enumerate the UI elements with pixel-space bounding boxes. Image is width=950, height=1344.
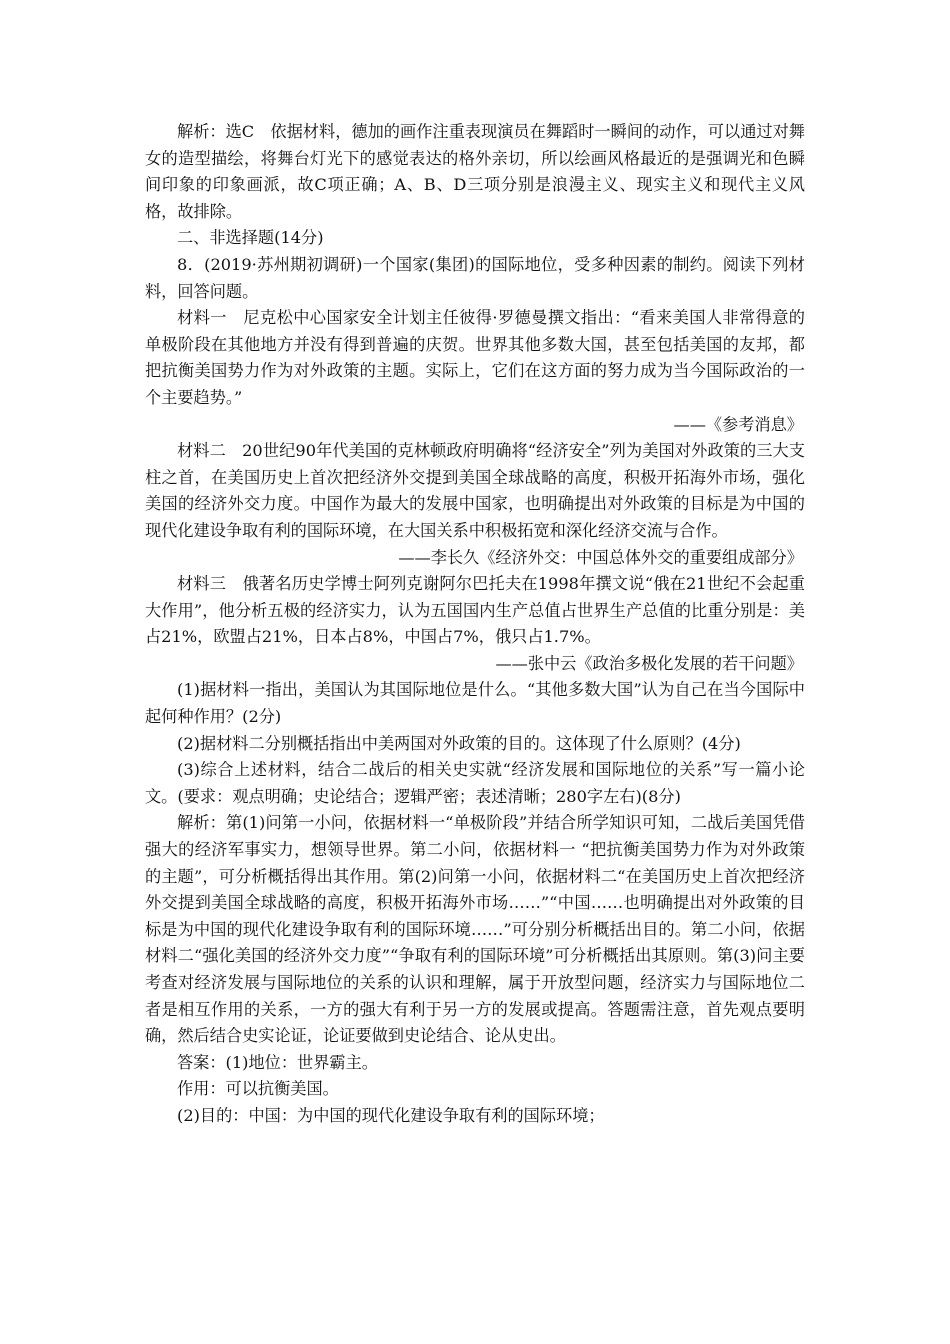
sub-question-2: (2)据材料二分别概括指出中美两国对外政策的目的。这体现了什么原则？(4分) [177,733,741,753]
answer-1-role: 作用：可以抗衡美国。 [177,1079,339,1099]
analysis-q7: 解析：选C 依据材料，德加的画作注重表现演员在舞蹈时一瞬间的动作，可以通过对舞女的造型描绘，将舞台灯光下的感觉表达的格外亲切，所以绘画风格最近的是强调光和色瞬间印象的印象画派，故C项正确；A、B、D三项分别是浪漫主义、现实主义和现代主义风格，故排除。 [145,122,805,221]
material-2: 材料二 20世纪90年代美国的克林顿政府明确将“经济安全”列为美国对外政策的三大支柱之首，在美国历史上首次把经济外交提到美国全球战略的高度，积极开拓海外市场，强化美国的经济外交力度。中国作为最大的发展中国家，也明确提出对外政策的目标是为中国的现代化建设争取有利的国际环境，在大国关系中积极拓宽和深化经济交流与合作。 [145,441,805,540]
analysis-q8: 解析：第(1)问第一小问，依据材料一“单极阶段”并结合所学知识可知，二战后美国凭借强大的经济军事实力，想领导世界。第二小问，依据材料一 “把抗衡美国势力作为对外政策的主题”，可分析概括得出其作用。第(2)问第一小问，依据材料二“在美国历史上首次把经济外交提到美国全球战略的高度，积极开拓海外市场……”“中国……也明确提出对外政策的目标是为中国的现代化建设争取有利的国际环境……”可分别分析概括出目的。第二小问，依据材料二“强化美国的经济外交力度”“争取有利的国际环境”可分析概括出其原则。第(3)问主要考查对经济发展与国际地位的关系的认识和理解，属于开放型问题，经济实力与国际地位二者是相互作用的关系，一方的强大有利于另一方的发展或提高。答题需注意，首先观点要明确，然后结合史实论证，论证要做到史论结合、论从史出。 [145,813,805,1046]
answer-1: 答案：(1)地位：世界霸主。 [177,1052,378,1072]
material-3-source: ——张中云《政治多极化发展的若干问题》 [495,653,803,673]
document-page [145,119,805,1130]
question-8-stem: 8．(2019·苏州期初调研)一个国家(集团)的国际地位，受多种因素的制约。阅读下列材料，回答问题。 [145,254,805,301]
material-1-source: ——《参考消息》 [673,414,803,434]
material-1: 材料一 尼克松中心国家安全计划主任彼得·罗德曼撰文指出：“看来美国人非常得意的单极阶段在其他地方并没有得到普遍的庆贺。世界其他多数大国，甚至包括美国的友邦，都把抗衡美国势力作为对外政策的主题。实际上，它们在这方面的努力成为当今国际政治的一个主要趋势。” [145,308,805,407]
sub-question-1: (1)据材料一指出，美国认为其国际地位是什么。“其他多数大国”认为自己在当今国际中起何种作用？(2分) [145,680,805,727]
section-heading: 二、非选择题(14分) [177,228,324,248]
material-2-source: ——李长久《经济外交：中国总体外交的重要组成部分》 [398,547,803,567]
material-3: 材料三 俄著名历史学博士阿列克谢阿尔巴托夫在1998年撰文说“俄在21世纪不会起重大作用”，他分析五极的经济实力，认为五国国内生产总值占世界生产总值的比重分别是：美占21%，欧盟占21%，日本占8%，中国占7%，俄只占1.7%。 [145,574,805,647]
sub-question-3: (3)综合上述材料，结合二战后的相关史实就“经济发展和国际地位的关系”写一篇小论文。(要求：观点明确；史论结合；逻辑严密；表述清晰；280字左右)(8分) [145,760,805,806]
answer-2: (2)目的：中国：为中国的现代化建设争取有利的国际环境； [177,1105,605,1125]
